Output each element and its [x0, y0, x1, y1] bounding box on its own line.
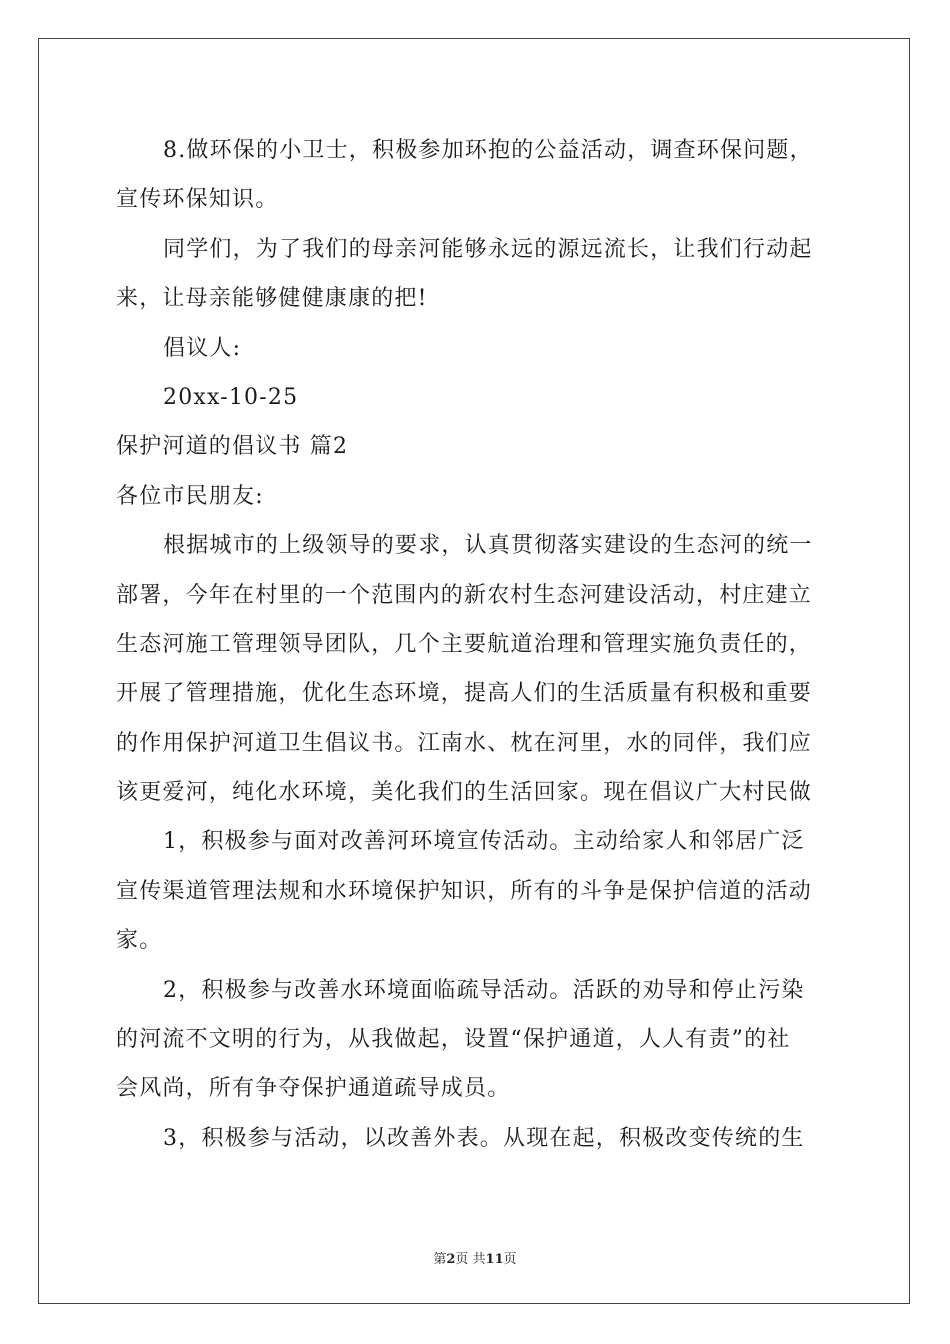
- date-line: 20xx-10-25: [163, 384, 299, 410]
- footer-prefix: 第: [433, 1252, 447, 1267]
- paragraph-line: 生态河施工管理领导团队，几个主要航道治理和管理实施负责任的，: [116, 631, 813, 657]
- page-footer: [0, 1248, 950, 1267]
- paragraph-line: 2，积极参与改善水环境面临疏导活动。活跃的劝导和停止污染: [163, 977, 805, 1003]
- document-body: [116, 126, 836, 1163]
- paragraph-line: 8.做环保的小卫士，积极参加环抱的公益活动，调查环保问题，: [163, 138, 813, 163]
- paragraph-line: 根据城市的上级领导的要求，认真贯彻落实建设的生态河的统一: [163, 533, 813, 559]
- paragraph-line: 会风尚，所有争夺保护通道疏导成员。: [116, 1076, 511, 1102]
- paragraph-line: 宣传环保知识。: [116, 187, 279, 213]
- signature-label: 倡议人:: [163, 335, 242, 361]
- total-pages-number: 11: [485, 1252, 504, 1267]
- paragraph-line: 开展了管理措施，优化生态环境，提高人们的生活质量有积极和重要: [116, 681, 813, 707]
- paragraph-line: 部署，今年在村里的一个范围内的新农村生态河建设活动，村庄建立: [116, 582, 813, 608]
- paragraph-line: 家。: [116, 928, 163, 954]
- paragraph-line: 同学们，为了我们的母亲河能够永远的源远流长，让我们行动起: [163, 236, 813, 262]
- salutation: 各位市民朋友:: [116, 483, 264, 509]
- paragraph-line: 该更爱河，纯化水环境，美化我们的生活回家。现在倡议广大村民做: [116, 780, 813, 806]
- paragraph-line: 1，积极参与面对改善河环境宣传活动。主动给家人和邻居广泛: [163, 829, 805, 855]
- section-heading: 保护河道的倡议书 篇2: [116, 434, 349, 460]
- paragraph-line: 3，积极参与活动，以改善外表。从现在起，积极改变传统的生: [163, 1125, 805, 1151]
- current-page-number: 2: [446, 1252, 456, 1267]
- paragraph-line: 的作用保护河道卫生倡议书。江南水、枕在河里，水的同伴，我们应: [116, 730, 813, 756]
- paragraph-line: 的河流不文明的行为，从我做起，设置“保护通道，人人有责”的社: [116, 1027, 791, 1053]
- footer-suffix: 页: [503, 1252, 517, 1267]
- footer-middle: 页 共: [455, 1252, 486, 1267]
- paragraph-line: 来，让母亲能够健健康康的把!: [116, 286, 428, 312]
- paragraph-line: 宣传渠道管理法规和水环境保护知识，所有的斗争是保护信道的活动: [116, 878, 813, 904]
